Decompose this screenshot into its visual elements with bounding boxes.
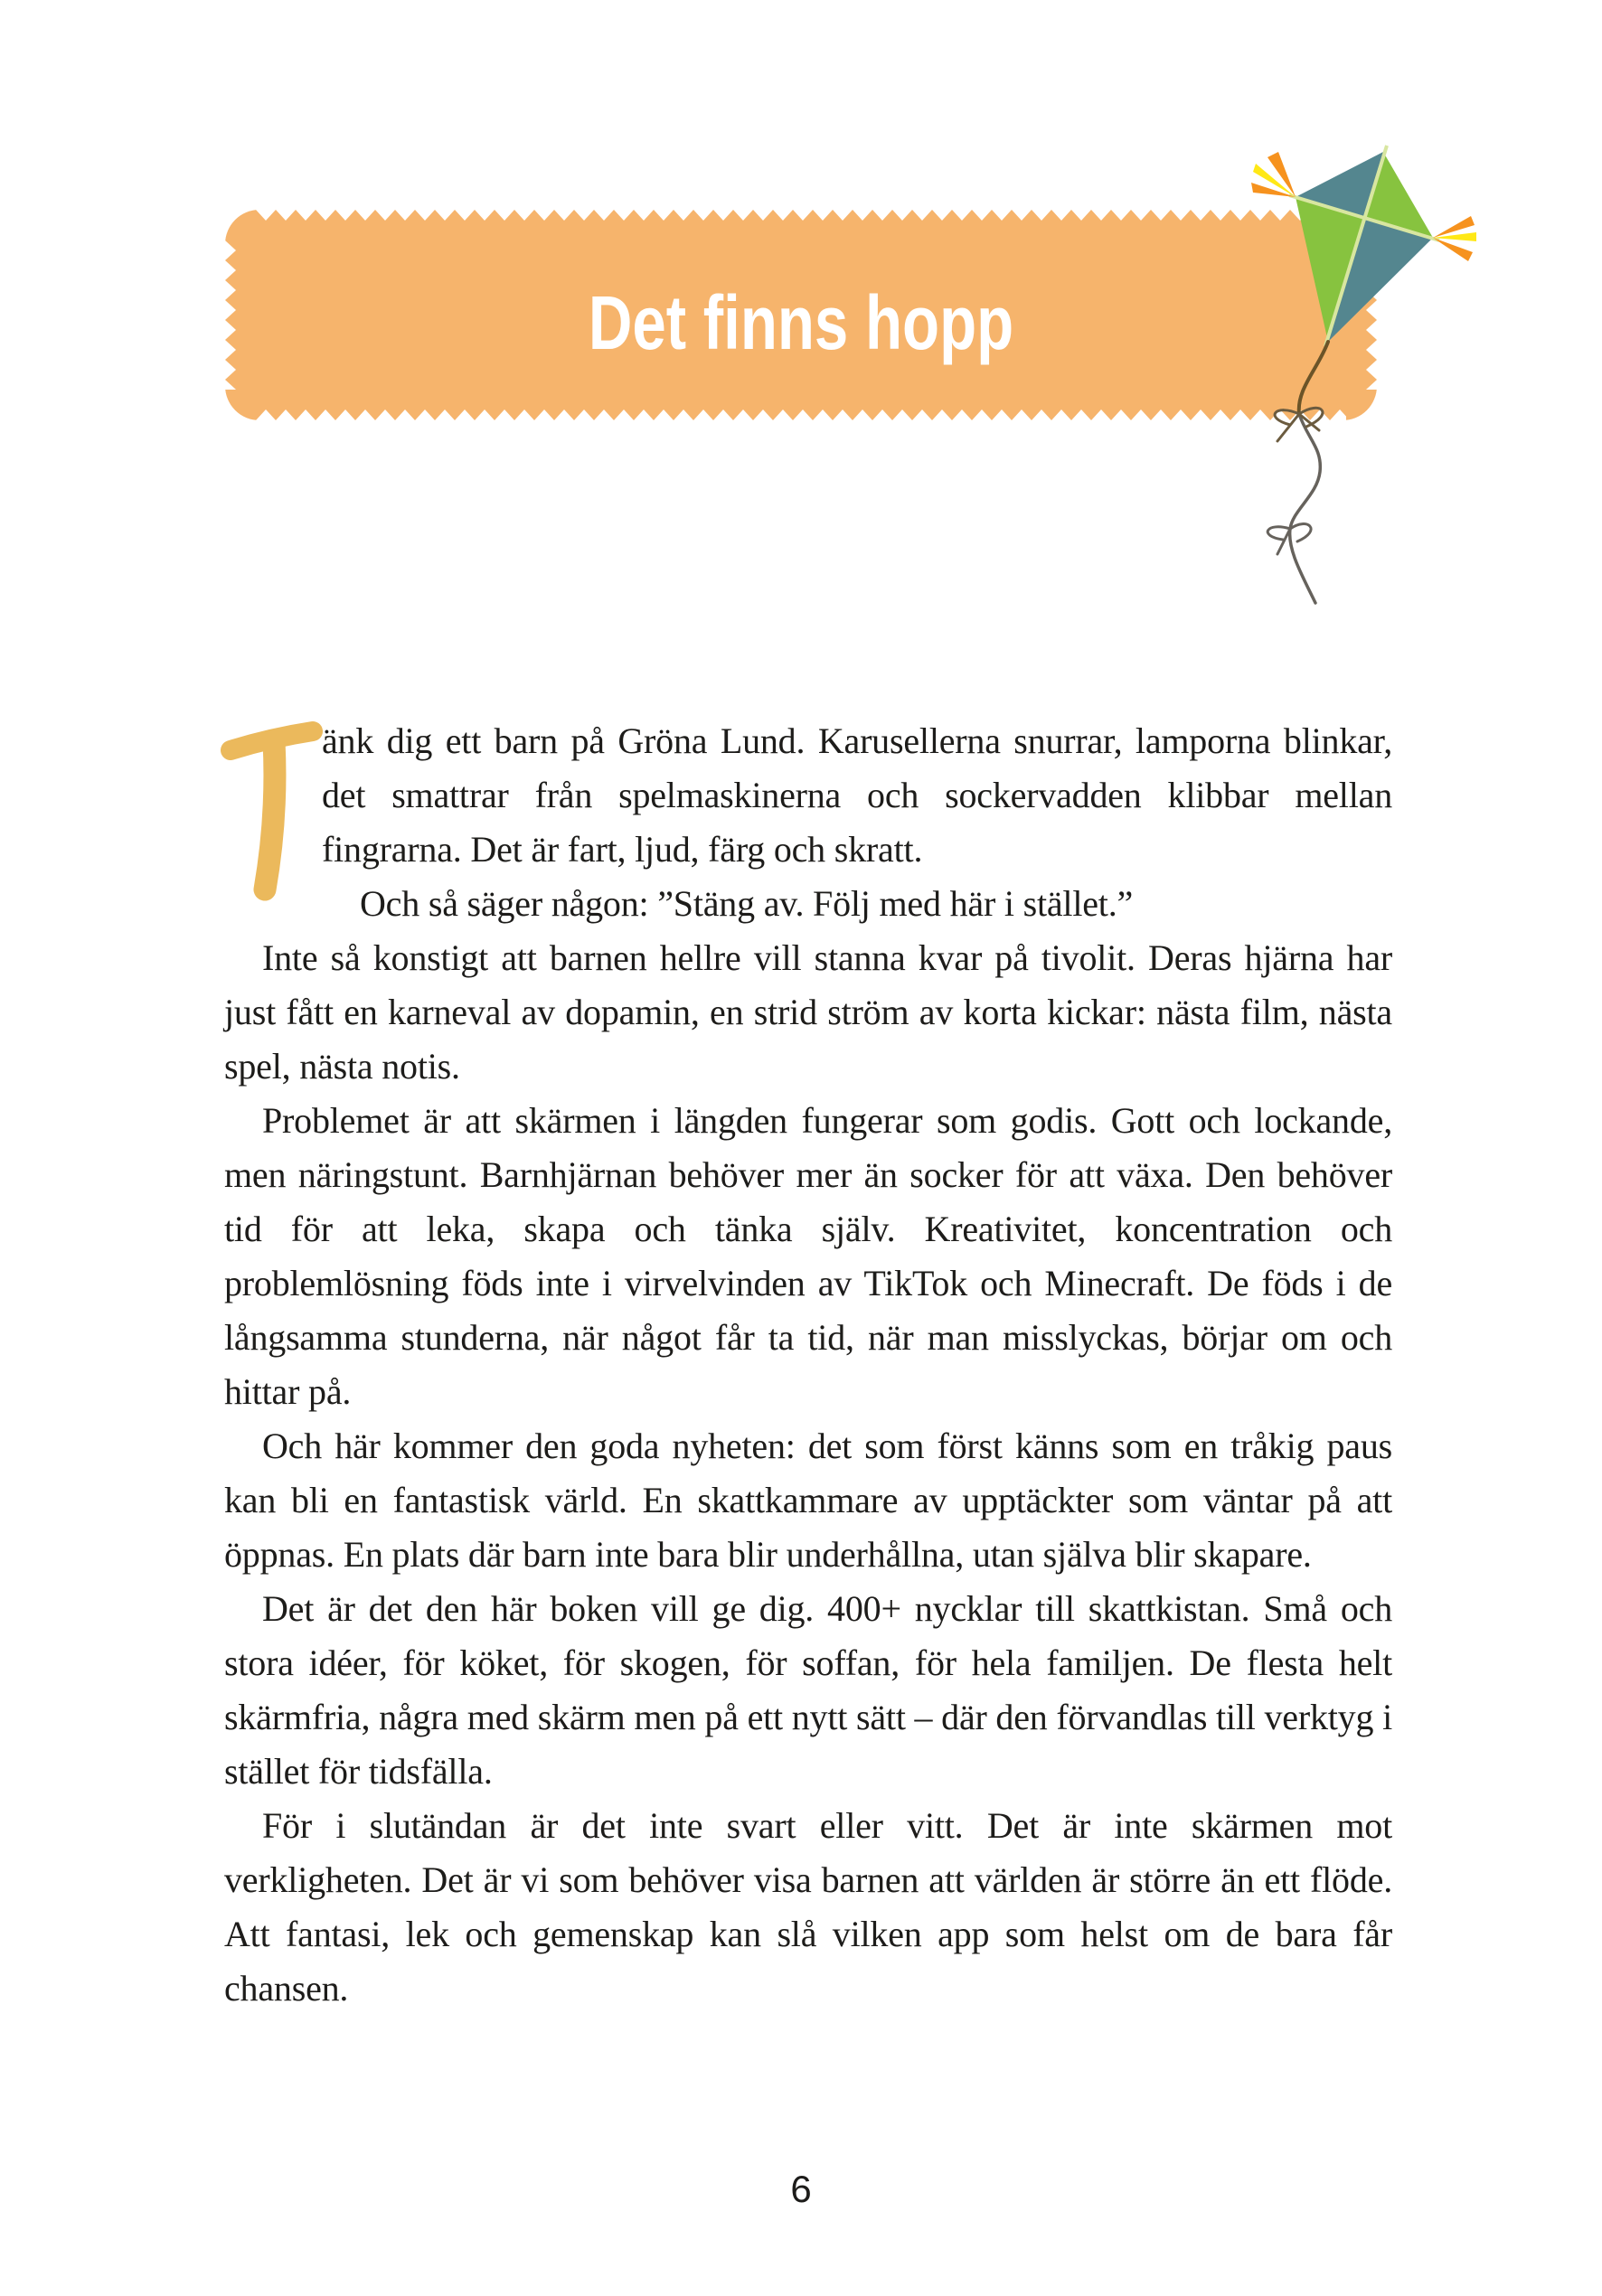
page-number: 6: [790, 2168, 812, 2210]
kite-icon: [1193, 127, 1501, 642]
paragraph: [224, 714, 1392, 877]
paragraph: För i slutändan är det inte svart eller vitt. Det är inte skärmen mot verkligheten. Det är vi som behöver visa barnen att världen är större än ett flöde. Att fantasi, lek och gemenskap kan slå vilken app som helst om de bara får chansen.: [224, 1805, 1392, 2009]
kite-string: [1267, 342, 1328, 603]
paragraph: Det är det den här boken vill ge dig. 400+ nycklar till skattkistan. Små och stora idéer, för köket, för skogen, för soffan, för hela familjen. De flesta helt skärmfria, några med skärm men på ett nytt sätt – där den förvandlas till verktyg i stället för tidsfälla.: [224, 1588, 1392, 1792]
paragraph: Problemet är att skärmen i längden fungerar som godis. Gott och lockande, men näringstunt. Barnhjärnan behöver mer än socker för att växa. Den behöver tid för att leka, skapa och tänka själv. Kreativitet, koncentration och problemlösning föds inte i virvelvinden av TikTok och Minecraft. De föds i de långsamma stunderna, när något får ta tid, när man misslyckas, börjar om och hittar på.: [224, 1100, 1392, 1412]
drop-cap: [224, 718, 309, 879]
paragraph: Inte så konstigt att barnen hellre vill stanna kvar på tivolit. Deras hjärna har just fått en karneval av dopamin, en strid ström av korta kickar: nästa film, nästa spel, nästa notis.: [224, 937, 1392, 1087]
string-bow-top: [1275, 408, 1323, 441]
chapter-title: Det finns hopp: [588, 280, 1014, 365]
kite-tassel-left: [1251, 152, 1296, 197]
paragraph-text: änk dig ett barn på Gröna Lund. Karusellerna snurrar, lamporna blinkar, det smattrar från spelmaskinerna och sockervadden klibbar mellan fingrarna. Det är fart, ljud, färg och skratt.: [322, 720, 1392, 870]
body-text: [224, 714, 1392, 2016]
paragraph: Och så säger någon: ”Stäng av. Följ med här i stället.”: [360, 883, 1134, 924]
kite-sail: [1289, 146, 1439, 346]
drop-cap-glyph: [224, 718, 318, 899]
paragraph: Och här kommer den goda nyheten: det som först känns som en tråkig paus kan bli en fantastisk värld. En skattkammare av upptäckter som väntar på att öppnas. En plats där barn inte bara blir underhållna, utan själva blir skapare.: [224, 1426, 1392, 1575]
